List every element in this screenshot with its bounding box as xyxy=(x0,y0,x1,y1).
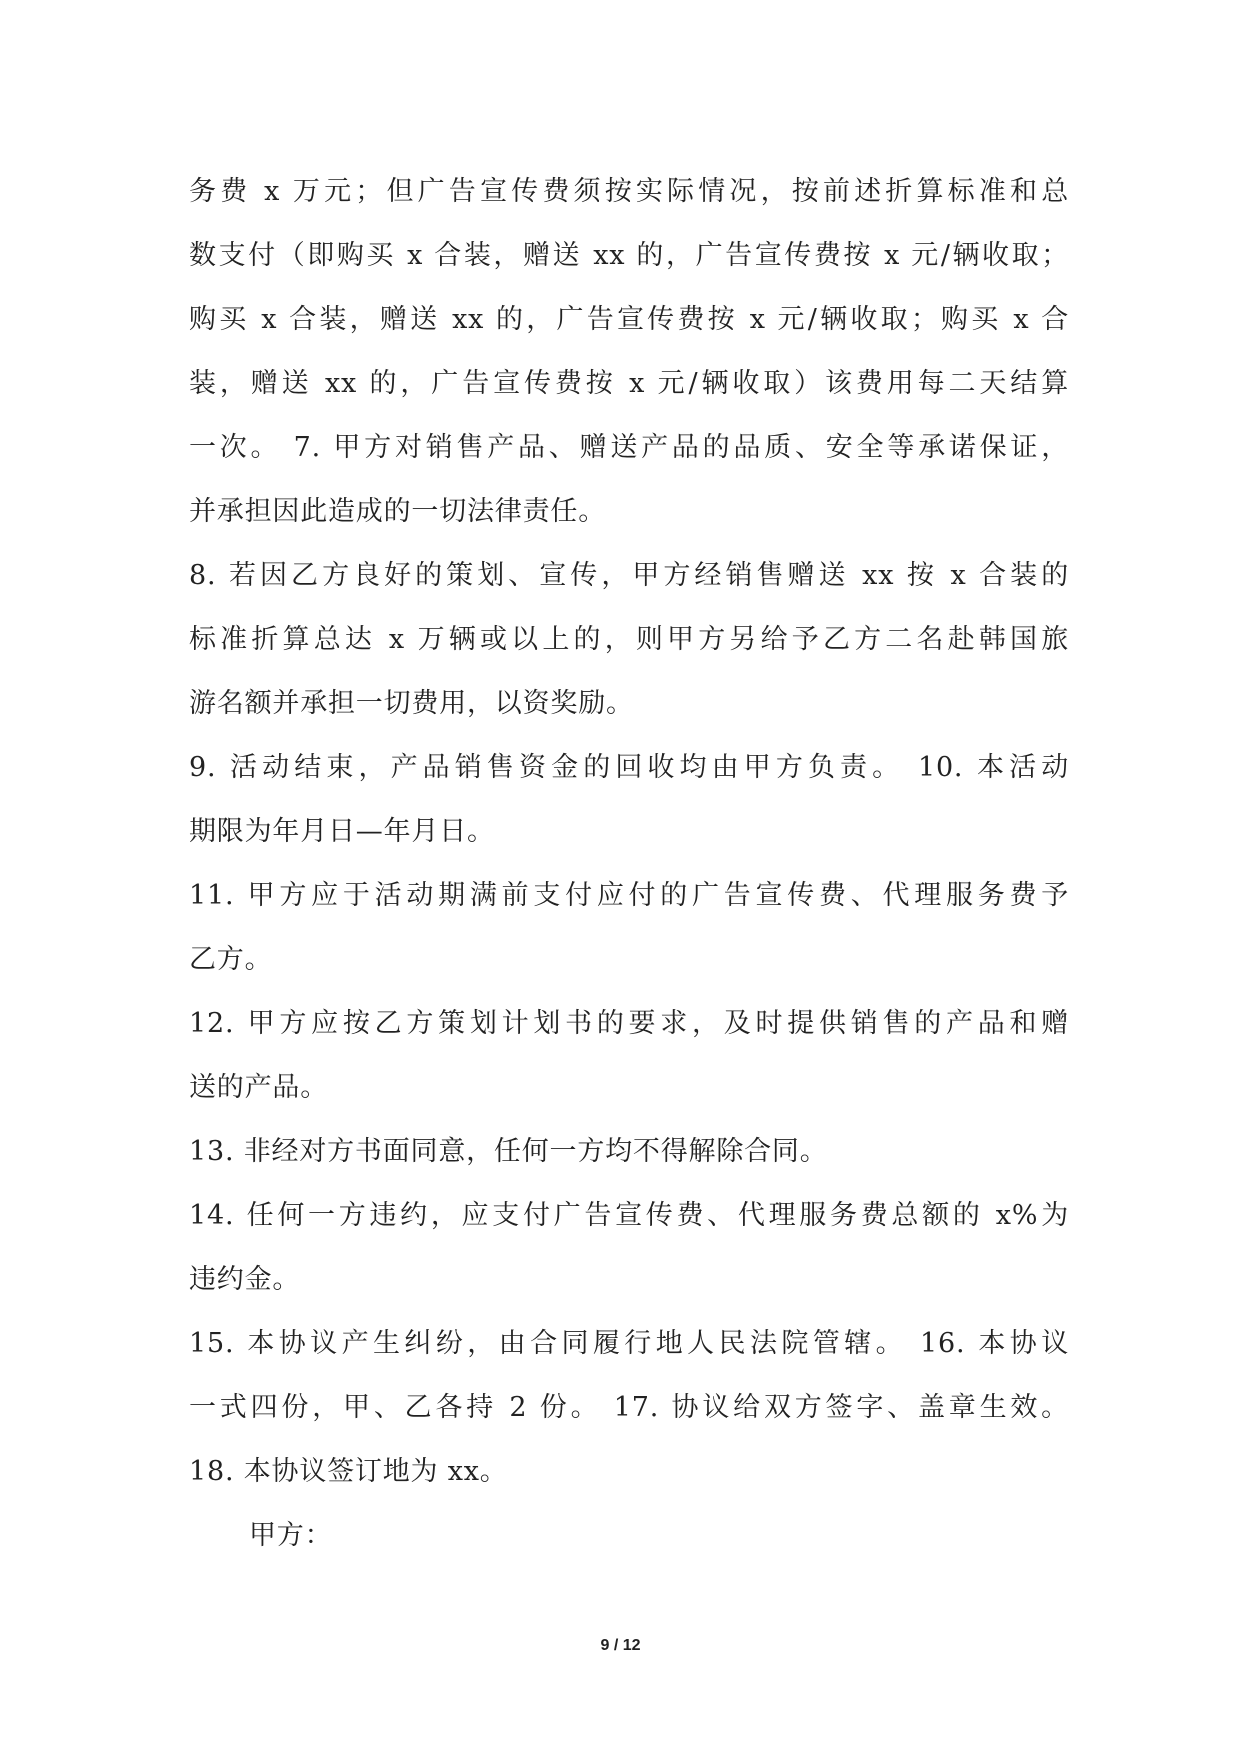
text-line: 乙方。 xyxy=(189,944,273,975)
text-line: 数支付（即购买 x 合装，赠送 xx 的，广告宣传费按 x 元/辆收取； xyxy=(189,240,1069,271)
text-line: 标准折算总达 x 万辆或以上的，则甲方另给予乙方二名赴韩国旅 xyxy=(189,624,1069,655)
text-line: 送的产品。 xyxy=(189,1072,328,1103)
text-line: 18. 本协议签订地为 xx。 xyxy=(189,1456,508,1487)
signature-party-a-label: 甲方： xyxy=(249,1520,333,1551)
text-line: 8. 若因乙方良好的策划、宣传，甲方经销售赠送 xx 按 x 合装的 xyxy=(189,560,1069,591)
text-line: 务费 x 万元；但广告宣传费须按实际情况，按前述折算标准和总 xyxy=(189,176,1069,207)
text-line: 15. 本协议产生纠纷，由合同履行地人民法院管辖。 16. 本协议 xyxy=(189,1328,1069,1359)
page-number: 9 / 12 xyxy=(600,1637,641,1654)
text-line: 装，赠送 xx 的，广告宣传费按 x 元/辆收取）该费用每二天结算 xyxy=(189,368,1069,399)
text-line: 购买 x 合装，赠送 xx 的，广告宣传费按 x 元/辆收取；购买 x 合 xyxy=(189,304,1069,335)
document-body xyxy=(189,160,1069,1568)
text-line: 期限为年月日—年月日。 xyxy=(189,816,495,847)
text-line: 一次。 7. 甲方对销售产品、赠送产品的品质、安全等承诺保证， xyxy=(189,432,1069,463)
text-line: 13. 非经对方书面同意，任何一方均不得解除合同。 xyxy=(189,1136,828,1167)
text-line: 11. 甲方应于活动期满前支付应付的广告宣传费、代理服务费予 xyxy=(189,880,1069,911)
text-line: 游名额并承担一切费用，以资奖励。 xyxy=(189,688,634,719)
text-line: 并承担因此造成的一切法律责任。 xyxy=(189,496,606,527)
text-line: 14. 任何一方违约，应支付广告宣传费、代理服务费总额的 x%为 xyxy=(189,1200,1069,1231)
text-line: 12. 甲方应按乙方策划计划书的要求，及时提供销售的产品和赠 xyxy=(189,1008,1069,1039)
text-line: 违约金。 xyxy=(189,1264,301,1295)
text-line: 一式四份，甲、乙各持 2 份。 17. 协议给双方签字、盖章生效。 xyxy=(189,1392,1069,1423)
text-line: 9. 活动结束，产品销售资金的回收均由甲方负责。 10. 本活动 xyxy=(189,752,1069,783)
